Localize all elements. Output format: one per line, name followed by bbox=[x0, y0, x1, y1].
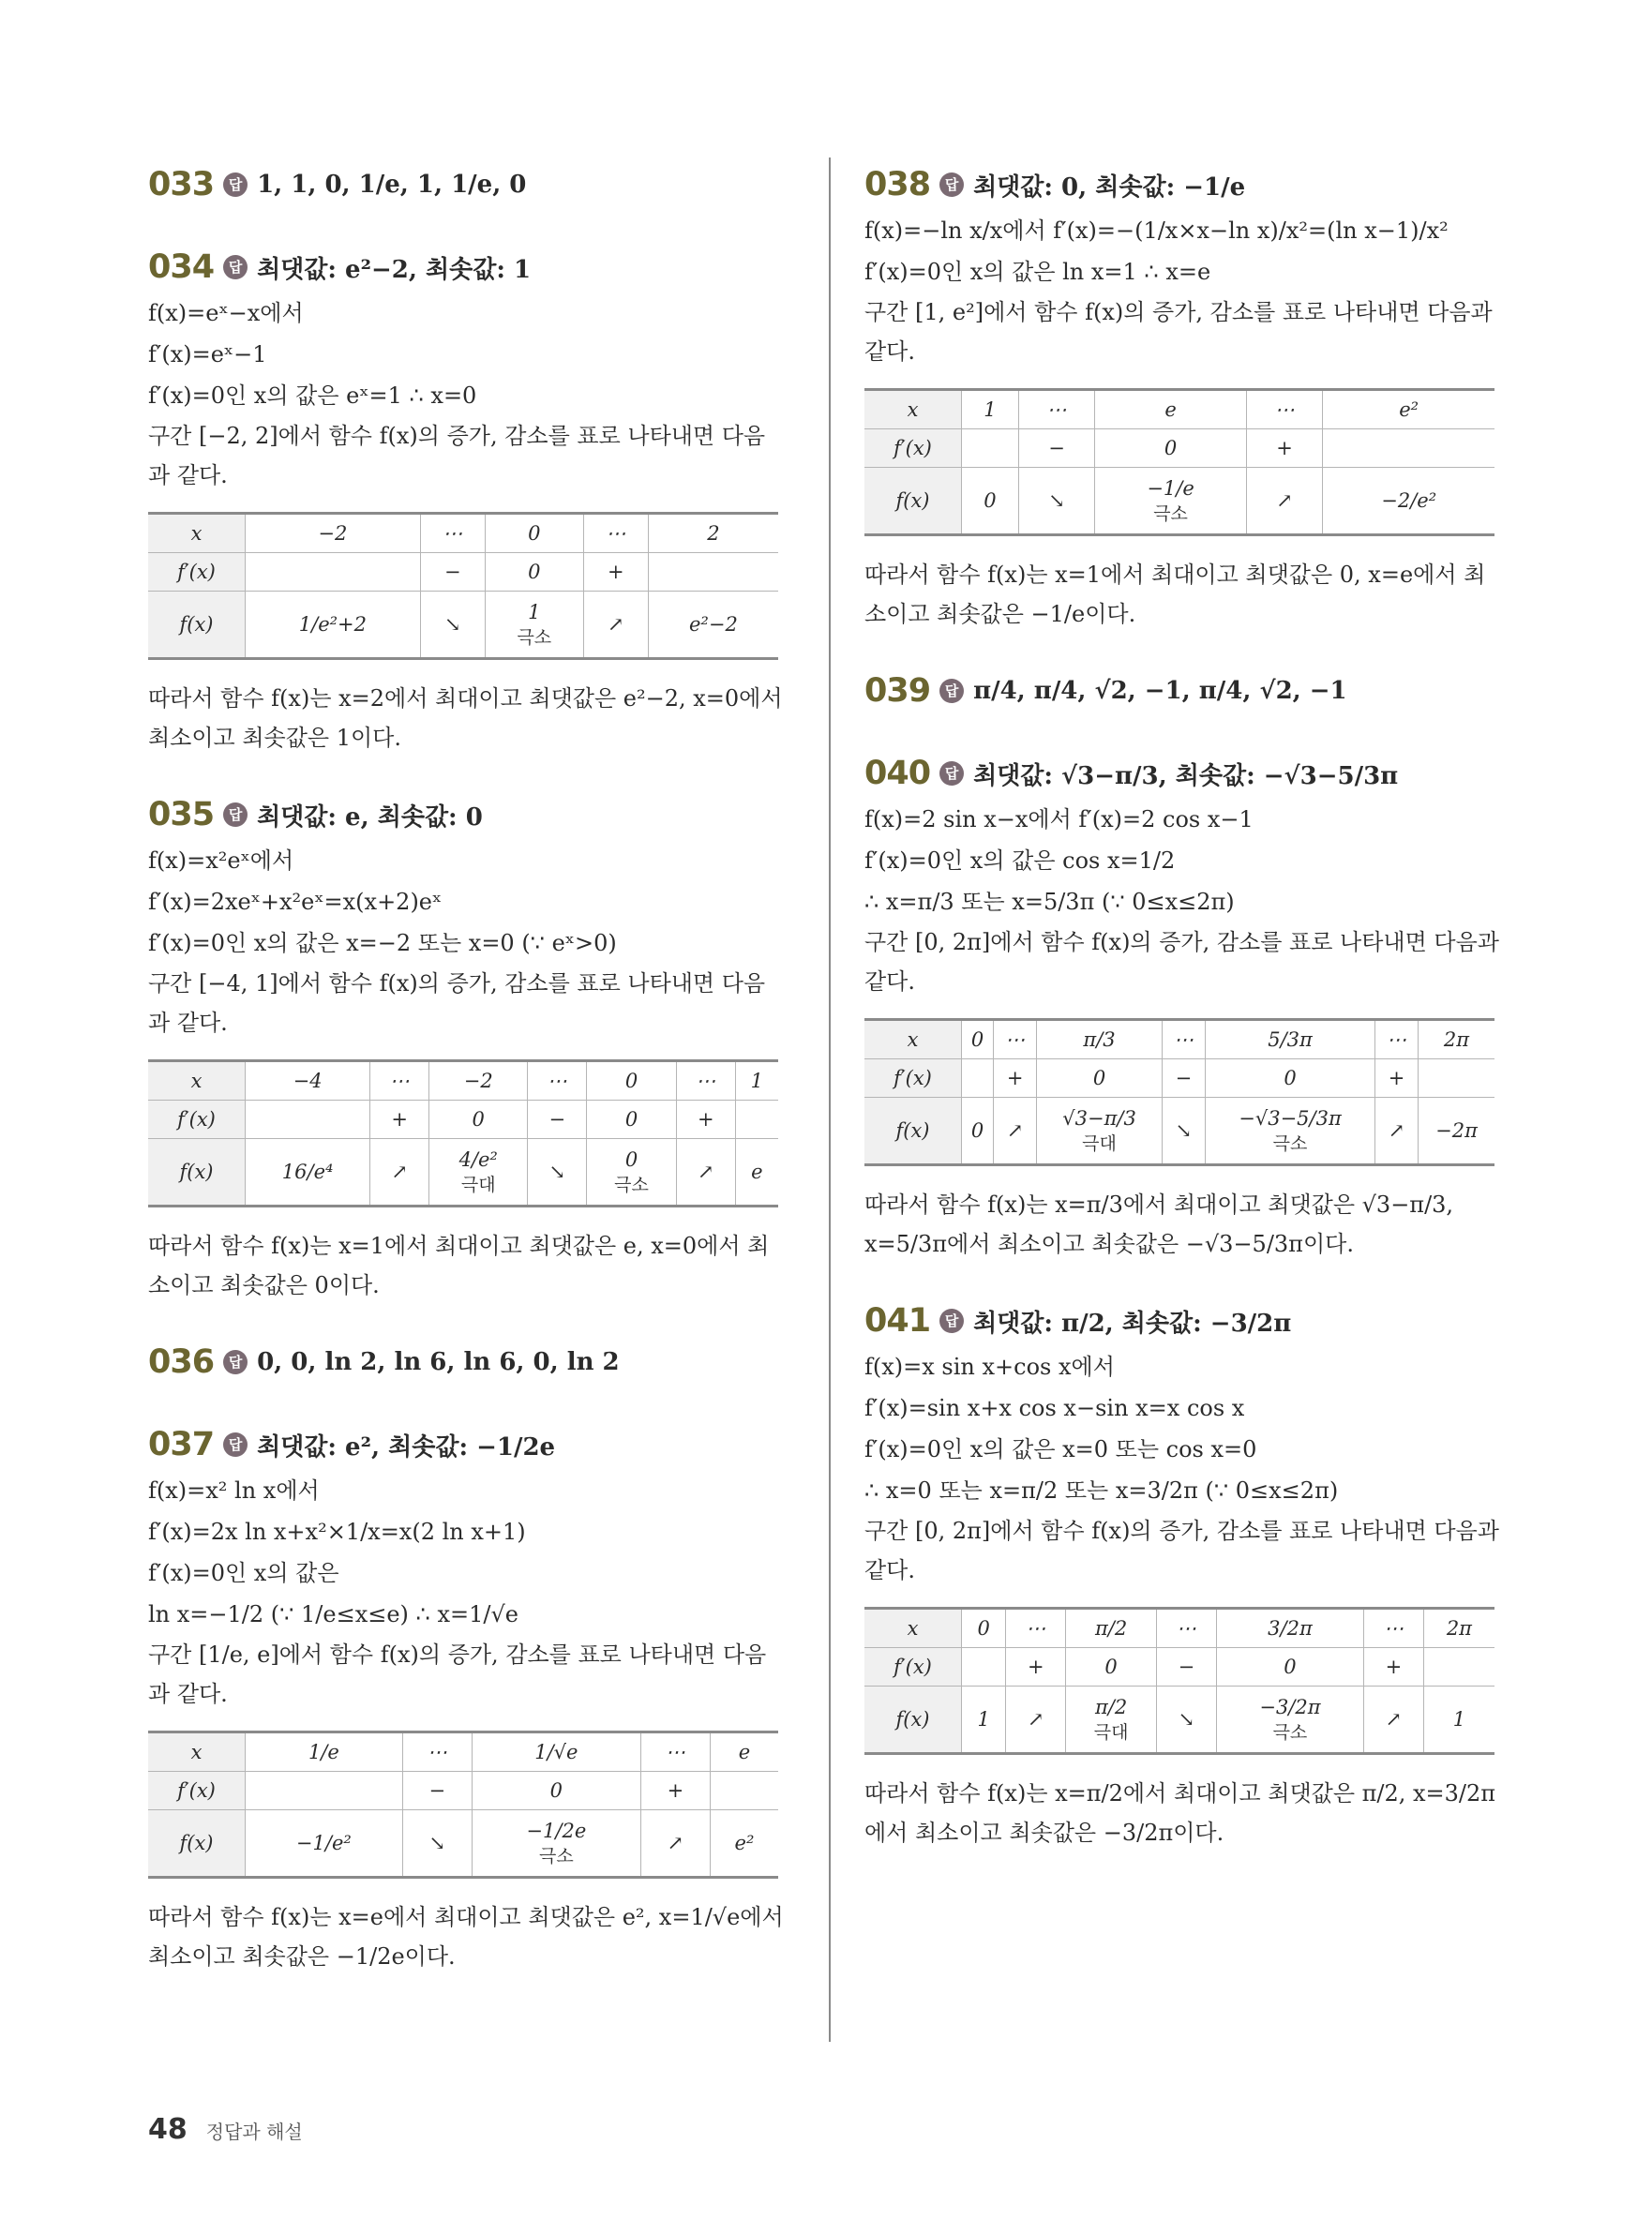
page-number: 48 bbox=[148, 2113, 188, 2146]
table-cell: ⋯ bbox=[676, 1061, 735, 1101]
table-cell: ⋯ bbox=[1375, 1020, 1419, 1059]
table-cell bbox=[246, 1772, 403, 1810]
table-cell: ↗ bbox=[676, 1139, 735, 1207]
table-cell: x bbox=[864, 1020, 962, 1059]
answer-badge: 답 bbox=[939, 172, 964, 197]
problem-header bbox=[864, 666, 1502, 716]
table-cell: 2π bbox=[1419, 1020, 1494, 1059]
table-cell: − bbox=[528, 1101, 587, 1139]
table-cell: x bbox=[148, 514, 246, 553]
solution-line: ∴ x=0 또는 x=π/2 또는 x=3/2π (∵ 0≤x≤2π) bbox=[864, 1477, 1339, 1504]
answer-badge: 답 bbox=[223, 255, 248, 279]
table-cell: 1 bbox=[962, 390, 1019, 429]
table-cell bbox=[1216, 1687, 1363, 1754]
footer-label: 정답과 해설 bbox=[205, 2121, 303, 2143]
answer-badge: 답 bbox=[939, 679, 964, 703]
table-cell: 1/e²+2 bbox=[246, 592, 421, 659]
table-cell: f(x) bbox=[148, 1810, 246, 1878]
solution-line: f(x)=x² ln x에서 bbox=[148, 1477, 320, 1504]
table-cell: e² bbox=[710, 1810, 778, 1878]
table-cell: 1/√e bbox=[472, 1732, 640, 1772]
table-cell: ⋯ bbox=[994, 1020, 1037, 1059]
cell-value: 4/e² bbox=[458, 1147, 498, 1171]
problem-header bbox=[864, 159, 1502, 210]
table-cell: 0 bbox=[485, 514, 583, 553]
answer-text: 1, 1, 0, 1/e, 1, 1/e, 0 bbox=[257, 171, 527, 199]
table-cell: 0 bbox=[1066, 1648, 1157, 1687]
extremum-label: 극소 bbox=[1272, 1132, 1308, 1154]
solution-paragraph: 구간 [1, e²]에서 함수 f(x)의 증가, 감소를 표로 나타내면 다음과 같다. bbox=[864, 299, 1493, 365]
solution-line: ∴ x=π/3 또는 x=5/3π (∵ 0≤x≤2π) bbox=[864, 889, 1235, 915]
table-cell: ⋯ bbox=[1364, 1609, 1424, 1648]
table-cell: −2 bbox=[246, 514, 421, 553]
table-cell: −4 bbox=[246, 1061, 370, 1101]
page-footer bbox=[148, 2113, 303, 2146]
table-cell bbox=[1323, 429, 1494, 468]
table-cell: f′(x) bbox=[148, 1101, 246, 1139]
cell-value: 1 bbox=[528, 600, 541, 623]
table-cell: ↘ bbox=[420, 592, 485, 659]
table-cell: ↗ bbox=[370, 1139, 429, 1207]
table-cell bbox=[735, 1101, 778, 1139]
table-cell: ↘ bbox=[1157, 1687, 1217, 1754]
solution-line: f′(x)=0인 x의 값은 bbox=[148, 1560, 339, 1586]
table-cell: −2 bbox=[429, 1061, 528, 1101]
right-column bbox=[864, 159, 1502, 1884]
problem-number: 037 bbox=[148, 1426, 215, 1463]
table-cell: 1/e bbox=[246, 1732, 403, 1772]
solution-line: f′(x)=0인 x의 값은 x=−2 또는 x=0 (∵ eˣ>0) bbox=[148, 930, 617, 956]
table-cell: − bbox=[1163, 1059, 1206, 1098]
table-cell bbox=[246, 553, 421, 592]
table-cell: + bbox=[640, 1772, 710, 1810]
table-cell bbox=[1037, 1098, 1163, 1165]
table-cell: ↘ bbox=[1018, 468, 1095, 535]
solution-line: f(x)=2 sin x−x에서 f′(x)=2 cos x−1 bbox=[864, 806, 1254, 832]
table-cell bbox=[246, 1101, 370, 1139]
table-cell: ↗ bbox=[1364, 1687, 1424, 1754]
answer-text: 최댓값: e², 최솟값: −1/2e bbox=[257, 1432, 556, 1462]
table-cell: e bbox=[735, 1139, 778, 1207]
answer-text: 최댓값: e²−2, 최솟값: 1 bbox=[257, 255, 532, 284]
problem-041 bbox=[864, 1296, 1502, 1852]
variation-table bbox=[148, 1059, 778, 1207]
solution-line: f′(x)=eˣ−1 bbox=[148, 341, 267, 367]
solution-line: f′(x)=0인 x의 값은 cos x=1/2 bbox=[864, 847, 1176, 874]
problem-header bbox=[148, 789, 786, 840]
table-cell: −1/e² bbox=[246, 1810, 403, 1878]
solution-line: f′(x)=sin x+x cos x−sin x=x cos x bbox=[864, 1395, 1245, 1421]
problem-number: 038 bbox=[864, 166, 931, 203]
problem-number: 041 bbox=[864, 1302, 931, 1340]
table-cell: − bbox=[420, 553, 485, 592]
problem-034 bbox=[148, 242, 786, 757]
extremum-label: 극대 bbox=[460, 1174, 496, 1195]
cell-value: −√3−5/3π bbox=[1239, 1106, 1342, 1130]
table-cell: −2/e² bbox=[1323, 468, 1494, 535]
problem-header bbox=[148, 1337, 786, 1387]
table-cell: f(x) bbox=[148, 1139, 246, 1207]
answer-badge: 답 bbox=[223, 802, 248, 827]
variation-table bbox=[148, 1731, 778, 1879]
table-cell: f′(x) bbox=[864, 1648, 962, 1687]
table-cell: 2π bbox=[1423, 1609, 1494, 1648]
solution-line: f′(x)=0인 x의 값은 eˣ=1 ∴ x=0 bbox=[148, 382, 477, 409]
answer-text: 최댓값: e, 최솟값: 0 bbox=[257, 802, 483, 832]
table-cell: ⋯ bbox=[1006, 1609, 1066, 1648]
table-cell: 0 bbox=[1216, 1648, 1363, 1687]
cell-value: π/2 bbox=[1094, 1695, 1128, 1718]
table-cell bbox=[1095, 468, 1247, 535]
cell-value: √3−π/3 bbox=[1062, 1106, 1136, 1130]
table-cell: x bbox=[864, 1609, 962, 1648]
table-cell: f′(x) bbox=[864, 429, 962, 468]
table-cell: ⋯ bbox=[1163, 1020, 1206, 1059]
table-cell: x bbox=[148, 1732, 246, 1772]
table-cell: + bbox=[1006, 1648, 1066, 1687]
column-divider bbox=[829, 157, 831, 2042]
solution-line: f(x)=x sin x+cos x에서 bbox=[864, 1354, 1115, 1380]
table-cell: + bbox=[1246, 429, 1323, 468]
solution-conclusion: 따라서 함수 f(x)는 x=2에서 최대이고 최댓값은 e²−2, x=0에서 최소이고 최솟값은 1이다. bbox=[148, 685, 783, 751]
table-cell: ↘ bbox=[402, 1810, 472, 1878]
table-cell: ↗ bbox=[640, 1810, 710, 1878]
problem-header bbox=[148, 242, 786, 292]
table-cell: + bbox=[370, 1101, 429, 1139]
problem-header bbox=[864, 748, 1502, 799]
problem-033 bbox=[148, 159, 786, 210]
solution-paragraph: 구간 [0, 2π]에서 함수 f(x)의 증가, 감소를 표로 나타내면 다음과 같다. bbox=[864, 1518, 1499, 1583]
table-cell bbox=[1066, 1687, 1157, 1754]
answer-badge: 답 bbox=[223, 1432, 248, 1457]
problem-header bbox=[864, 1296, 1502, 1346]
extremum-label: 극소 bbox=[1153, 502, 1188, 524]
table-cell bbox=[1419, 1059, 1494, 1098]
answer-badge: 답 bbox=[223, 1350, 248, 1374]
problem-040 bbox=[864, 748, 1502, 1264]
table-cell: 1 bbox=[962, 1687, 1006, 1754]
table-cell: x bbox=[864, 390, 962, 429]
table-cell: + bbox=[1375, 1059, 1419, 1098]
solution-line: ln x=−1/2 (∵ 1/e≤x≤e) ∴ x=1/√e bbox=[148, 1601, 518, 1627]
problem-number: 033 bbox=[148, 166, 215, 203]
problem-038 bbox=[864, 159, 1502, 634]
table-cell: x bbox=[148, 1061, 246, 1101]
answer-text: 최댓값: 0, 최솟값: −1/e bbox=[973, 172, 1246, 202]
table-cell bbox=[648, 553, 778, 592]
table-cell bbox=[485, 592, 583, 659]
answer-badge: 답 bbox=[223, 172, 248, 197]
table-cell bbox=[1205, 1098, 1374, 1165]
table-cell: e²−2 bbox=[648, 592, 778, 659]
table-cell: ↗ bbox=[1006, 1687, 1066, 1754]
table-cell: 0 bbox=[429, 1101, 528, 1139]
solution-line: f′(x)=2x ln x+x²×1/x=x(2 ln x+1) bbox=[148, 1519, 526, 1545]
extremum-label: 극소 bbox=[517, 626, 552, 648]
table-cell: ⋯ bbox=[402, 1732, 472, 1772]
table-cell: f′(x) bbox=[148, 553, 246, 592]
cell-value: −3/2π bbox=[1259, 1695, 1321, 1718]
table-cell: ↗ bbox=[1246, 468, 1323, 535]
table-cell: 1 bbox=[735, 1061, 778, 1101]
variation-table bbox=[864, 1607, 1494, 1755]
cell-value: −1/2e bbox=[526, 1819, 587, 1842]
answer-text: 최댓값: π/2, 최솟값: −3/2π bbox=[973, 1309, 1292, 1338]
extremum-label: 극소 bbox=[614, 1174, 649, 1195]
extremum-label: 극대 bbox=[1082, 1132, 1117, 1154]
problem-number: 039 bbox=[864, 672, 931, 710]
table-cell: ⋯ bbox=[420, 514, 485, 553]
table-cell bbox=[1423, 1648, 1494, 1687]
table-cell: 0 bbox=[962, 1098, 994, 1165]
table-cell: ⋯ bbox=[1246, 390, 1323, 429]
problem-035 bbox=[148, 789, 786, 1305]
table-cell bbox=[962, 1648, 1006, 1687]
table-cell: 0 bbox=[587, 1061, 677, 1101]
table-cell: 0 bbox=[962, 468, 1019, 535]
problem-039 bbox=[864, 666, 1502, 716]
solution-paragraph: 구간 [−4, 1]에서 함수 f(x)의 증가, 감소를 표로 나타내면 다음과 같다. bbox=[148, 970, 766, 1036]
solution-line: f′(x)=2xeˣ+x²eˣ=x(x+2)eˣ bbox=[148, 889, 443, 915]
answer-badge: 답 bbox=[939, 761, 964, 786]
table-cell: ⋯ bbox=[1157, 1609, 1217, 1648]
solution-line: f′(x)=0인 x의 값은 x=0 또는 cos x=0 bbox=[864, 1436, 1257, 1462]
table-cell: ⋯ bbox=[640, 1732, 710, 1772]
problem-037 bbox=[148, 1419, 786, 1976]
table-cell: ⋯ bbox=[528, 1061, 587, 1101]
problem-036 bbox=[148, 1337, 786, 1387]
table-cell: ↘ bbox=[528, 1139, 587, 1207]
table-cell: ↗ bbox=[1375, 1098, 1419, 1165]
solution-line: f′(x)=0인 x의 값은 ln x=1 ∴ x=e bbox=[864, 259, 1211, 285]
table-cell: 1 bbox=[1423, 1687, 1494, 1754]
table-cell: e bbox=[1095, 390, 1247, 429]
table-cell: e bbox=[710, 1732, 778, 1772]
solution-conclusion: 따라서 함수 f(x)는 x=e에서 최대이고 최댓값은 e², x=1/√e에서 최소이고 최솟값은 −1/2e이다. bbox=[148, 1904, 784, 1970]
table-cell: f(x) bbox=[864, 1098, 962, 1165]
extremum-label: 극소 bbox=[1272, 1721, 1308, 1743]
table-cell bbox=[710, 1772, 778, 1810]
table-cell: f(x) bbox=[148, 592, 246, 659]
extremum-label: 극대 bbox=[1093, 1721, 1129, 1743]
solution-conclusion: 따라서 함수 f(x)는 x=1에서 최대이고 최댓값은 0, x=e에서 최소이고 최솟값은 −1/e이다. bbox=[864, 562, 1486, 627]
answer-text: 0, 0, ln 2, ln 6, ln 6, 0, ln 2 bbox=[257, 1348, 620, 1376]
solution-line: f(x)=−ln x/x에서 f′(x)=−(1/x×x−ln x)/x²=(ln x−1)/x² bbox=[864, 217, 1449, 244]
table-cell: 5/3π bbox=[1205, 1020, 1374, 1059]
table-cell: − bbox=[1157, 1648, 1217, 1687]
table-cell: 0 bbox=[1095, 429, 1247, 468]
solution-paragraph: 구간 [1/e, e]에서 함수 f(x)의 증가, 감소를 표로 나타내면 다음과 같다. bbox=[148, 1642, 767, 1707]
table-cell: f(x) bbox=[864, 1687, 962, 1754]
table-cell: f(x) bbox=[864, 468, 962, 535]
table-cell: + bbox=[994, 1059, 1037, 1098]
solution-conclusion: 따라서 함수 f(x)는 x=π/2에서 최대이고 최댓값은 π/2, x=3/2π에서 최소이고 최솟값은 −3/2π이다. bbox=[864, 1780, 1496, 1846]
solution-paragraph: 구간 [−2, 2]에서 함수 f(x)의 증가, 감소를 표로 나타내면 다음과 같다. bbox=[148, 423, 766, 488]
table-cell: 0 bbox=[472, 1772, 640, 1810]
problem-header bbox=[148, 1419, 786, 1470]
problem-number: 035 bbox=[148, 796, 215, 833]
table-cell: ⋯ bbox=[583, 514, 648, 553]
variation-table bbox=[864, 388, 1494, 536]
table-cell: + bbox=[676, 1101, 735, 1139]
table-cell: 0 bbox=[1205, 1059, 1374, 1098]
solution-line: f(x)=eˣ−x에서 bbox=[148, 300, 304, 326]
problem-number: 040 bbox=[864, 755, 931, 792]
variation-table bbox=[148, 512, 778, 660]
table-cell: − bbox=[1018, 429, 1095, 468]
table-cell: ↗ bbox=[583, 592, 648, 659]
table-cell: ⋯ bbox=[370, 1061, 429, 1101]
table-cell: −2π bbox=[1419, 1098, 1494, 1165]
table-cell bbox=[962, 429, 1019, 468]
table-cell: e² bbox=[1323, 390, 1494, 429]
solution-conclusion: 따라서 함수 f(x)는 x=π/3에서 최대이고 최댓값은 √3−π/3, x=5/3π에서 최소이고 최솟값은 −√3−5/3π이다. bbox=[864, 1192, 1454, 1257]
table-cell: 2 bbox=[648, 514, 778, 553]
solution-line: f(x)=x²eˣ에서 bbox=[148, 847, 294, 874]
table-cell: 16/e⁴ bbox=[246, 1139, 370, 1207]
table-cell: 0 bbox=[587, 1101, 677, 1139]
table-cell: π/2 bbox=[1066, 1609, 1157, 1648]
answer-text: 최댓값: √3−π/3, 최솟값: −√3−5/3π bbox=[973, 761, 1399, 790]
cell-value: −1/e bbox=[1147, 476, 1194, 500]
answer-text: π/4, π/4, √2, −1, π/4, √2, −1 bbox=[973, 677, 1347, 705]
variation-table bbox=[864, 1018, 1494, 1166]
problem-number: 036 bbox=[148, 1343, 215, 1381]
table-cell: ⋯ bbox=[1018, 390, 1095, 429]
table-cell: f′(x) bbox=[864, 1059, 962, 1098]
table-cell bbox=[587, 1139, 677, 1207]
table-cell: − bbox=[402, 1772, 472, 1810]
table-cell: f′(x) bbox=[148, 1772, 246, 1810]
left-column bbox=[148, 159, 786, 2008]
problem-number: 034 bbox=[148, 248, 215, 286]
table-cell: + bbox=[583, 553, 648, 592]
table-cell: 0 bbox=[962, 1609, 1006, 1648]
table-cell: π/3 bbox=[1037, 1020, 1163, 1059]
table-cell: 0 bbox=[1037, 1059, 1163, 1098]
cell-value: 0 bbox=[624, 1147, 638, 1171]
solution-paragraph: 구간 [0, 2π]에서 함수 f(x)의 증가, 감소를 표로 나타내면 다음과 같다. bbox=[864, 929, 1499, 995]
table-cell bbox=[429, 1139, 528, 1207]
table-cell bbox=[962, 1059, 994, 1098]
table-cell: 3/2π bbox=[1216, 1609, 1363, 1648]
table-cell: + bbox=[1364, 1648, 1424, 1687]
table-cell: ↘ bbox=[1163, 1098, 1206, 1165]
problem-header bbox=[148, 159, 786, 210]
answer-badge: 답 bbox=[939, 1309, 964, 1333]
solution-conclusion: 따라서 함수 f(x)는 x=1에서 최대이고 최댓값은 e, x=0에서 최소이고 최솟값은 0이다. bbox=[148, 1233, 770, 1298]
table-cell: ↗ bbox=[994, 1098, 1037, 1165]
table-cell bbox=[472, 1810, 640, 1878]
extremum-label: 극소 bbox=[538, 1845, 574, 1867]
table-cell: 0 bbox=[962, 1020, 994, 1059]
table-cell: 0 bbox=[485, 553, 583, 592]
